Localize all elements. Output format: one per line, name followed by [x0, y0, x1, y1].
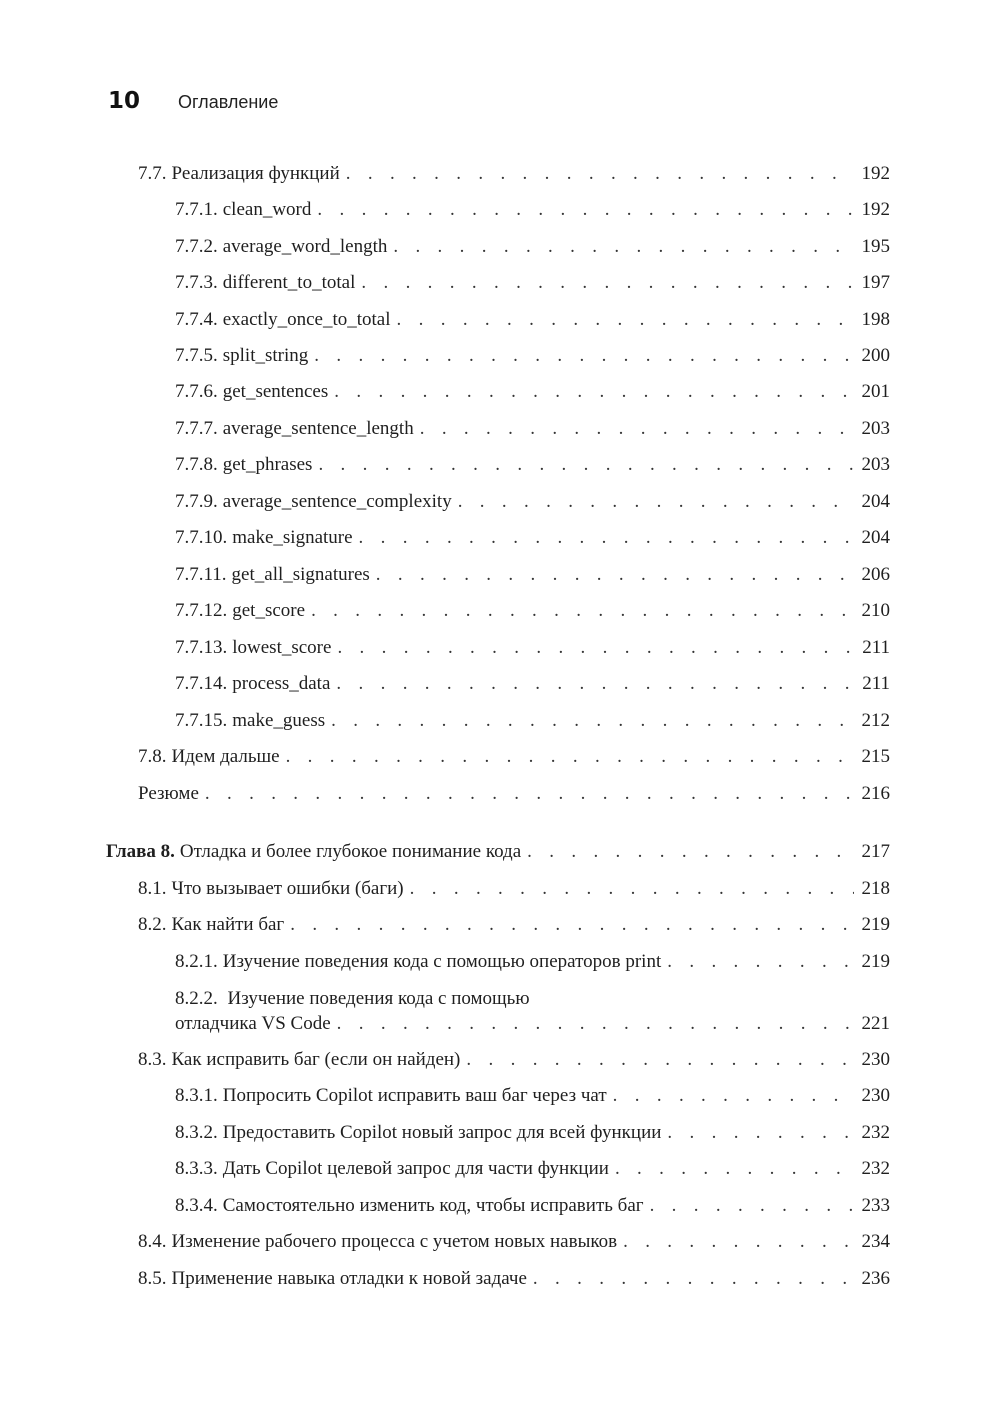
- entry-title: Изменение рабочего процесса с учетом новых навыков: [171, 1231, 618, 1252]
- toc-entry: [138, 876, 890, 901]
- toc-chapter-entry: [106, 839, 890, 864]
- chapter-label: Глава 8.: [106, 841, 175, 862]
- entry-title: Предоставить Copilot новый запрос для всей функции: [222, 1122, 662, 1143]
- entry-title: clean_word: [222, 199, 312, 220]
- entry-page: 210: [861, 600, 890, 621]
- entry-page: 236: [861, 1268, 890, 1289]
- toc-entry: [175, 416, 890, 441]
- entry-title: Отладка и более глубокое понимание кода: [179, 841, 522, 862]
- entry-page: 232: [861, 1122, 890, 1143]
- dot-leader: [527, 839, 854, 864]
- entry-title: lowest_score: [232, 637, 332, 658]
- entry-page: 212: [861, 710, 890, 731]
- dot-leader: [290, 912, 854, 937]
- dot-leader: [346, 161, 854, 186]
- dot-leader: [466, 1047, 854, 1072]
- entry-title: get_phrases: [222, 454, 313, 475]
- entry-number: 8.5.: [138, 1268, 167, 1289]
- entry-title: average_sentence_complexity: [222, 491, 452, 512]
- entry-number: 8.2.1.: [175, 951, 218, 972]
- dot-leader: [615, 1156, 854, 1181]
- entry-title: Как исправить баг (если он найден): [171, 1049, 461, 1070]
- entry-number: 7.7.4.: [175, 309, 218, 330]
- entry-page: 197: [861, 272, 890, 293]
- dot-leader: [317, 197, 854, 222]
- toc-entry: [175, 452, 890, 477]
- toc-entry: [138, 744, 890, 769]
- entry-title: Самостоятельно изменить код, чтобы исправить баг: [222, 1195, 644, 1216]
- dot-leader: [311, 598, 854, 623]
- entry-number: 7.7.3.: [175, 272, 218, 293]
- entry-page: 221: [861, 1013, 890, 1034]
- toc-entry: [138, 912, 890, 937]
- dot-leader: [318, 452, 854, 477]
- toc-entry: [175, 197, 890, 222]
- toc-entry: [175, 379, 890, 404]
- dot-leader: [359, 525, 854, 550]
- entry-title: get_score: [232, 600, 306, 621]
- dot-leader: [458, 489, 854, 514]
- toc-entry: [175, 270, 890, 295]
- entry-title: make_guess: [232, 710, 326, 731]
- entry-page: 200: [861, 345, 890, 366]
- dot-leader: [331, 708, 854, 733]
- entry-number: 8.2.: [138, 914, 167, 935]
- entry-title: process_data: [232, 673, 331, 694]
- page-number: 10: [108, 88, 141, 114]
- entry-number: 7.7.9.: [175, 491, 218, 512]
- entry-page: 211: [862, 637, 890, 658]
- entry-title: Что вызывает ошибки (баги): [171, 878, 404, 899]
- dot-leader: [533, 1266, 854, 1291]
- entry-number: 8.3.1.: [175, 1085, 218, 1106]
- entry-number: 7.7.2.: [175, 236, 218, 257]
- dot-leader: [314, 343, 854, 368]
- entry-number: 7.7.1.: [175, 199, 218, 220]
- entry-page: 233: [861, 1195, 890, 1216]
- dot-leader: [334, 379, 854, 404]
- toc-entry: [175, 307, 890, 332]
- dot-leader: [361, 270, 854, 295]
- entry-title-line1: Изучение поведения кода с помощью: [227, 988, 530, 1009]
- entry-number: 7.7.6.: [175, 381, 218, 402]
- entry-page: 218: [861, 878, 890, 899]
- entry-number: 8.2.2.: [175, 988, 218, 1009]
- entry-title: average_word_length: [222, 236, 388, 257]
- toc-entry: [138, 1047, 890, 1072]
- entry-number: 7.7.15.: [175, 710, 228, 731]
- entry-title: different_to_total: [222, 272, 356, 293]
- dot-leader: [613, 1083, 854, 1108]
- entry-title: average_sentence_length: [222, 418, 414, 439]
- entry-number: 7.7.14.: [175, 673, 228, 694]
- entry-page: 192: [861, 199, 890, 220]
- dot-leader: [393, 234, 854, 259]
- entry-number: 7.7.10.: [175, 527, 228, 548]
- toc-entry: [175, 1120, 890, 1145]
- toc-entry: [175, 234, 890, 259]
- entry-page: 217: [861, 841, 890, 862]
- entry-page: 198: [861, 309, 890, 330]
- entry-title: Реализация функций: [171, 163, 340, 184]
- entry-number: 7.7.11.: [175, 564, 227, 585]
- entry-title: Применение навыка отладки к новой задаче: [171, 1268, 527, 1289]
- toc-entry: [138, 1229, 890, 1254]
- entry-title: get_sentences: [222, 381, 329, 402]
- entry-page: 219: [861, 914, 890, 935]
- entry-title: Как найти баг: [171, 914, 285, 935]
- entry-number: 7.7.: [138, 163, 167, 184]
- dot-leader: [337, 1011, 854, 1036]
- entry-page: 195: [861, 236, 890, 257]
- entry-title: exactly_once_to_total: [222, 309, 391, 330]
- toc-entry: [175, 343, 890, 368]
- entry-number: 8.4.: [138, 1231, 167, 1252]
- entry-number: 7.8.: [138, 746, 167, 767]
- entry-title: Изучение поведения кода с помощью операторов print: [222, 951, 662, 972]
- toc-entry: [175, 489, 890, 514]
- entry-page: 204: [861, 491, 890, 512]
- entry-number: 7.7.12.: [175, 600, 228, 621]
- entry-page: 230: [861, 1085, 890, 1106]
- entry-page: 234: [861, 1231, 890, 1252]
- running-title: Оглавление: [178, 92, 279, 112]
- dot-leader: [667, 949, 854, 974]
- entry-number: 8.3.2.: [175, 1122, 218, 1143]
- toc-entry: [175, 1156, 890, 1181]
- entry-page: 201: [861, 381, 890, 402]
- toc-entry: [175, 671, 890, 696]
- entry-page: 232: [861, 1158, 890, 1179]
- entry-number: 8.1.: [138, 878, 167, 899]
- toc-entry: [175, 598, 890, 623]
- dot-leader: [336, 671, 854, 696]
- entry-title: Попросить Copilot исправить ваш баг через чат: [222, 1085, 607, 1106]
- toc-entry: [175, 635, 890, 660]
- toc-entry: [175, 525, 890, 550]
- entry-page: 203: [861, 418, 890, 439]
- dot-leader: [650, 1193, 854, 1218]
- dot-leader: [286, 744, 854, 769]
- dot-leader: [667, 1120, 854, 1145]
- entry-title: split_string: [222, 345, 309, 366]
- toc-entry: [138, 161, 890, 186]
- dot-leader: [410, 876, 854, 901]
- entry-title: Дать Copilot целевой запрос для части функции: [222, 1158, 609, 1179]
- dot-leader: [420, 416, 854, 441]
- toc-entry-multiline: [175, 986, 890, 1036]
- entry-title: make_signature: [232, 527, 353, 548]
- entry-number: 7.7.7.: [175, 418, 218, 439]
- dot-leader: [397, 307, 854, 332]
- toc-entry-summary: [138, 781, 890, 806]
- entry-number: 7.7.8.: [175, 454, 218, 475]
- toc-entry: [175, 708, 890, 733]
- entry-number: 8.3.4.: [175, 1195, 218, 1216]
- entry-page: 204: [861, 527, 890, 548]
- entry-number: 7.7.13.: [175, 637, 228, 658]
- entry-page: 216: [861, 783, 890, 804]
- entry-number: 7.7.5.: [175, 345, 218, 366]
- dot-leader: [337, 635, 854, 660]
- dot-leader: [205, 781, 854, 806]
- entry-page: 203: [861, 454, 890, 475]
- entry-number: 8.3.: [138, 1049, 167, 1070]
- entry-page: 219: [861, 951, 890, 972]
- toc-entry: [175, 949, 890, 974]
- entry-title: Резюме: [138, 783, 199, 804]
- entry-page: 192: [861, 163, 890, 184]
- entry-number: 8.3.3.: [175, 1158, 218, 1179]
- entry-title: Идем дальше: [171, 746, 280, 767]
- entry-title: get_all_signatures: [231, 564, 370, 585]
- toc-entry: [175, 1193, 890, 1218]
- toc-entry: [175, 562, 890, 587]
- entry-page: 206: [861, 564, 890, 585]
- toc-entry: [175, 1083, 890, 1108]
- entry-page: 211: [862, 673, 890, 694]
- dot-leader: [623, 1229, 854, 1254]
- dot-leader: [376, 562, 854, 587]
- entry-page: 215: [861, 746, 890, 767]
- entry-page: 230: [861, 1049, 890, 1070]
- toc-entry: [138, 1266, 890, 1291]
- entry-title-line2: отладчика VS Code: [175, 1013, 331, 1034]
